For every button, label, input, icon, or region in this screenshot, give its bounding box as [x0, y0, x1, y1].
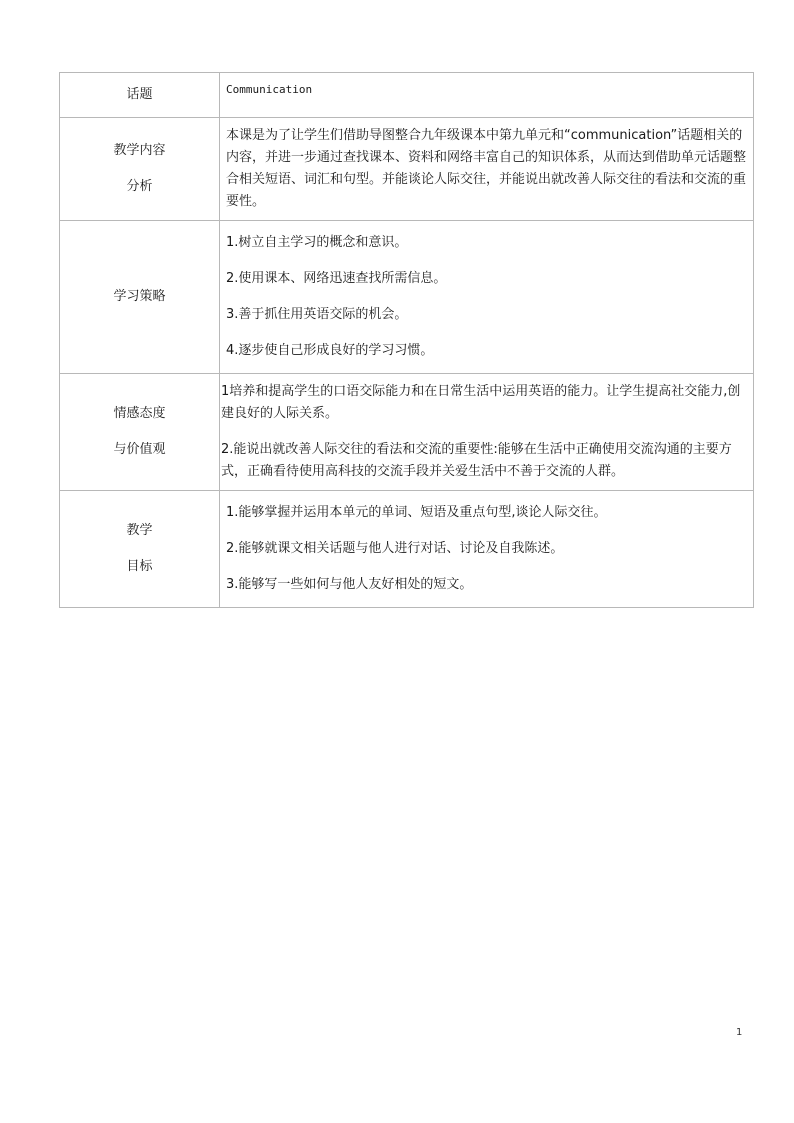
list-item: 2.能说出就改善人际交往的看法和交流的重要性:能够在生活中正确使用交流沟通的主要方式，正确看待使用高科技的交流手段并关爱生活中不善于交流的人群。: [221, 442, 732, 479]
table-row-learning-strategy: [60, 221, 754, 374]
table-row-emotion-values: [60, 374, 754, 491]
list-item: 1培养和提高学生的口语交际能力和在日常生活中运用英语的能力。让学生提高社交能力,创建良好的人际关系。: [221, 384, 741, 421]
table-row-teaching-goals: [60, 491, 754, 608]
content-emotion-values: [220, 374, 754, 491]
label-content-analysis-line-1: 教学内容: [113, 143, 166, 158]
label-content-analysis: [60, 118, 220, 221]
label-topic: [60, 73, 220, 118]
label-content-analysis-line-2: 分析: [126, 179, 153, 194]
list-item: 2.能够就课文相关话题与他人进行对话、讨论及自我陈述。: [226, 541, 564, 556]
list-item: 4.逐步使自己形成良好的学习习惯。: [226, 343, 434, 358]
label-emotion-values-line-2: 与价值观: [113, 442, 166, 457]
label-topic-text: 话题: [126, 87, 153, 102]
topic-value: Communication: [226, 83, 313, 96]
content-analysis-text: 本课是为了让学生们借助导图整合九年级课本中第九单元和“communication”话题相关的内容，并进一步通过查找课本、资料和网络丰富自己的知识体系，从而达到借助单元话题整合相关短语、词汇和句型。并能谈论人际交往，并能说出就改善人际交往的看法和交流的重要性。: [226, 128, 747, 209]
label-learning-strategy-text: 学习策略: [113, 289, 166, 304]
content-teaching-goals: [220, 491, 754, 608]
page-number: 1: [736, 1027, 743, 1038]
lesson-plan-table: [59, 72, 754, 608]
content-topic: [220, 73, 754, 118]
list-item: 1.能够掌握并运用本单元的单词、短语及重点句型,谈论人际交往。: [226, 505, 607, 520]
label-emotion-values: [60, 374, 220, 491]
list-item: 3.善于抓住用英语交际的机会。: [226, 307, 408, 322]
label-learning-strategy: [60, 221, 220, 374]
table-row-topic: [60, 73, 754, 118]
list-item: 1.树立自主学习的概念和意识。: [226, 235, 408, 250]
content-analysis: [220, 118, 754, 221]
list-item: 3.能够写一些如何与他人友好相处的短文。: [226, 577, 473, 592]
list-item: 2.使用课本、网络迅速查找所需信息。: [226, 271, 447, 286]
label-emotion-values-line-1: 情感态度: [113, 406, 166, 421]
label-teaching-goals-line-2: 目标: [126, 559, 153, 574]
table-row-content-analysis: [60, 118, 754, 221]
label-teaching-goals-line-1: 教学: [126, 523, 153, 538]
label-teaching-goals: [60, 491, 220, 608]
content-learning-strategy: [220, 221, 754, 374]
